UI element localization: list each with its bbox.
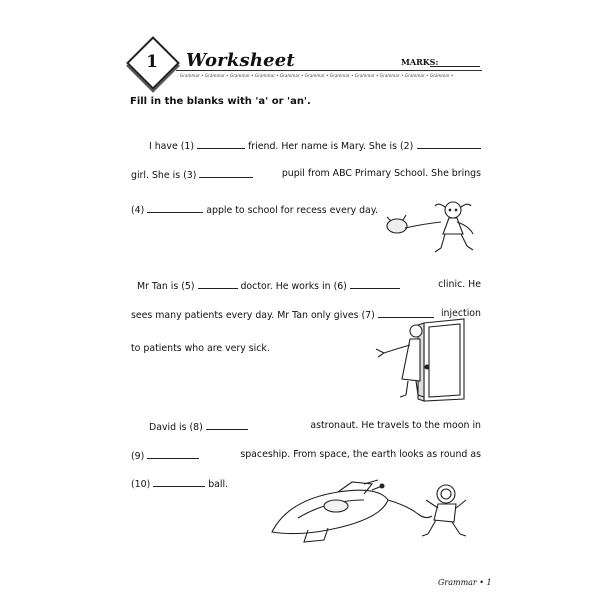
text-segment: I have (1)	[149, 141, 195, 152]
text-segment: injection	[440, 308, 481, 319]
blank-3[interactable]	[199, 168, 253, 178]
blank-1[interactable]	[197, 139, 245, 149]
header-divider	[176, 70, 482, 71]
text-segment: doctor. He works in (6)	[240, 281, 347, 292]
text-segment: (10)	[131, 479, 151, 490]
text-segment: pupil from ABC Primary School. She brings	[281, 168, 481, 179]
girl-with-apple-illustration	[383, 198, 483, 260]
subject-strip: Grammar • Grammar • Grammar • Grammar • Grammar • Grammar • Grammar • Grammar • Grammar • Grammar • Grammar •	[180, 73, 454, 78]
doctor-at-door-illustration	[372, 319, 482, 401]
blank-6[interactable]	[350, 279, 400, 289]
worksheet-title: Worksheet	[186, 50, 295, 71]
blank-2[interactable]	[417, 139, 481, 149]
text-segment: (9)	[131, 451, 145, 462]
blank-8[interactable]	[206, 420, 248, 430]
paragraph3-line1	[131, 420, 481, 433]
text-segment: friend. Her name is Mary. She is (2)	[247, 141, 414, 152]
blank-4[interactable]	[147, 203, 203, 213]
text-segment: girl. She is (3)	[131, 170, 197, 181]
marks-blank[interactable]	[430, 66, 480, 67]
text-segment: (4)	[131, 205, 145, 216]
text-segment: to patients who are very sick.	[131, 343, 270, 354]
paragraph2-line1	[131, 279, 481, 292]
text-segment: astronaut. He travels to the moon in	[310, 420, 481, 431]
paragraph1-line1	[131, 139, 481, 152]
text-segment: ball.	[208, 479, 229, 490]
worksheet-number-badge	[128, 38, 176, 86]
worksheet-number: 1	[146, 52, 158, 72]
blank-10[interactable]	[153, 477, 205, 487]
text-segment: Mr Tan is (5)	[137, 281, 195, 292]
text-segment: clinic. He	[438, 279, 481, 290]
paragraph1-line2	[131, 168, 481, 181]
page-footer: Grammar • 1	[438, 578, 492, 587]
marks-label: MARKS:	[401, 57, 439, 67]
paragraph3-line2	[131, 449, 481, 462]
text-segment: apple to school for recess every day.	[206, 205, 378, 216]
instruction-text: Fill in the blanks with 'a' or 'an'.	[130, 96, 311, 107]
spaceship-astronaut-illustration	[268, 470, 478, 548]
blank-9[interactable]	[147, 449, 199, 459]
text-segment: David is (8)	[149, 422, 203, 433]
text-segment: spaceship. From space, the earth looks as round as	[240, 449, 481, 460]
blank-7[interactable]	[378, 308, 434, 318]
blank-5[interactable]	[198, 279, 238, 289]
text-segment: sees many patients every day. Mr Tan only gives (7)	[131, 310, 375, 321]
